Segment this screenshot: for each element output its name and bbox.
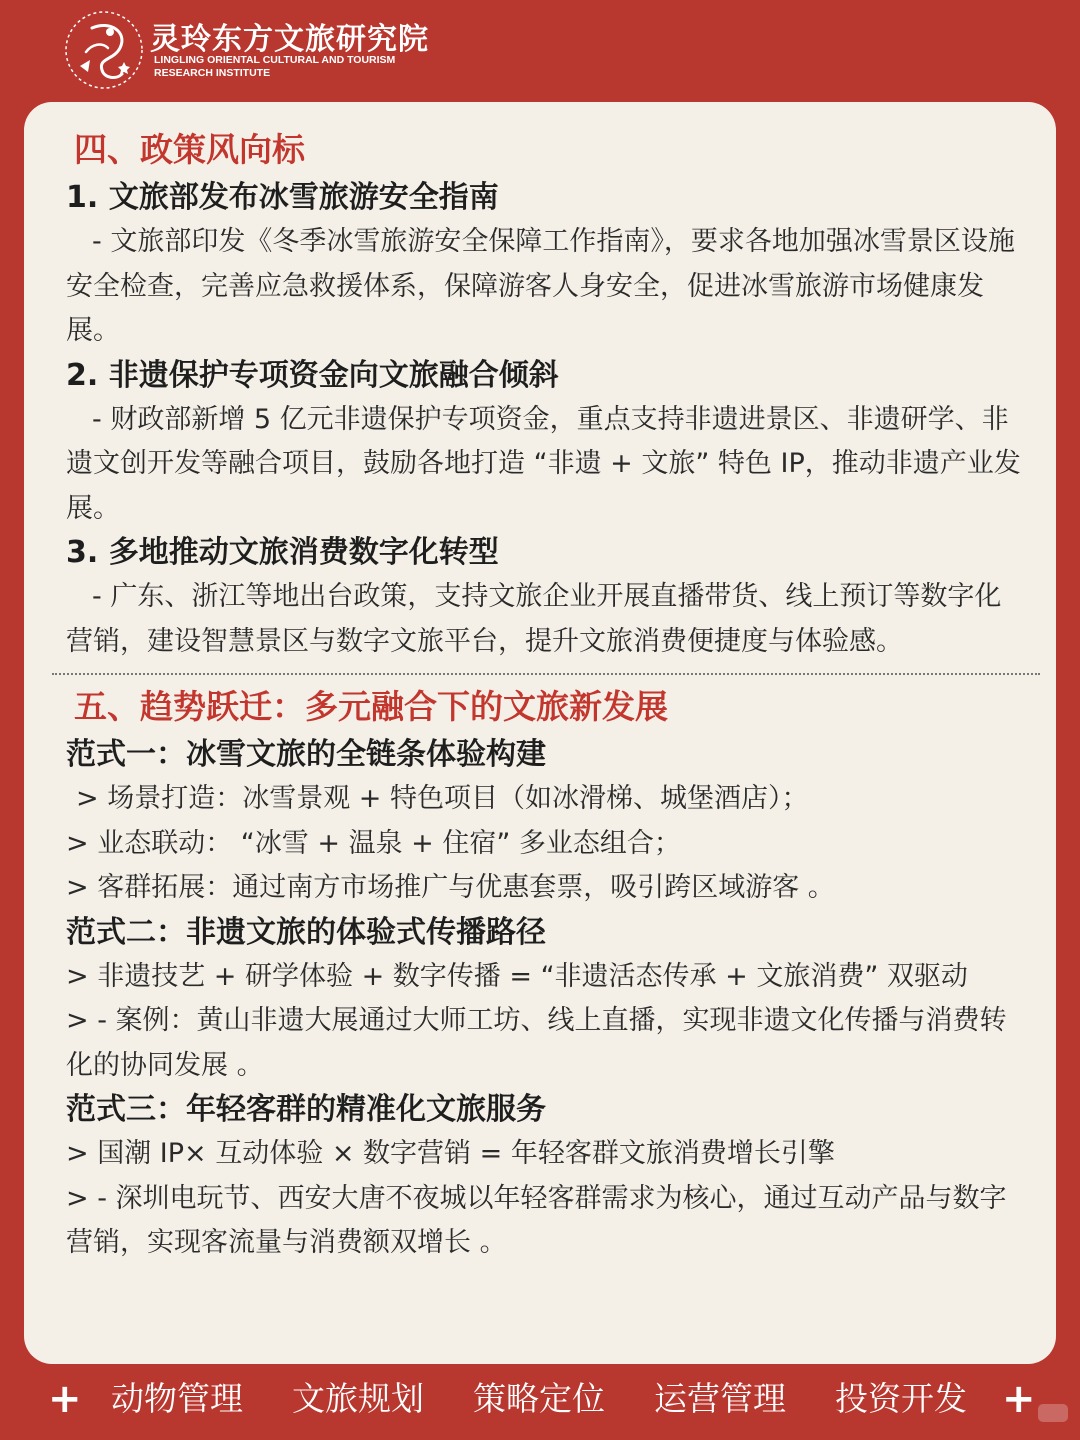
paradigm-1-line: > 业态联动： “冰雪 + 温泉 + 住宿” 多业态组合； [66, 827, 681, 859]
nav-item-animal-management[interactable]: 动物管理 [111, 1379, 243, 1418]
section-divider [52, 673, 1040, 675]
paradigm-2-heading: 范式二：非遗文旅的体验式传播路径 [66, 914, 546, 950]
content-card [24, 102, 1056, 1364]
paradigm-1-line: > 客群拓展：通过南方市场推广与优惠套票，吸引跨区域游客 。 [66, 872, 835, 903]
nav-item-strategy-positioning[interactable]: 策略定位 [473, 1379, 605, 1418]
nav-item-tourism-planning[interactable]: 文旅规划 [292, 1379, 424, 1418]
section-4-title: 四、政策风向标 [74, 130, 305, 169]
paradigm-1-line: > 场景打造：冰雪景观 + 特色项目（如冰滑梯、城堡酒店）； [76, 783, 809, 814]
policy-1-heading: 1. 文旅部发布冰雪旅游安全指南 [66, 180, 499, 215]
plus-icon-left: + [48, 1376, 82, 1422]
plus-icon-right: + [1002, 1376, 1036, 1422]
policy-1-body: - 文旅部印发《冬季冰雪旅游安全保障工作指南》，要求各地加强冰雪景区设施安全检查，完善应急救援体系，保障游客人身安全，促进冰雪旅游市场健康发展。 [66, 226, 1015, 346]
dancer-phoenix-logo-icon [62, 8, 146, 92]
policy-3-heading: 3. 多地推动文旅消费数字化转型 [66, 535, 499, 570]
section-5-title: 五、趋势跃迁：多元融合下的文旅新发展 [74, 687, 668, 726]
nav-item-operations-management[interactable]: 运营管理 [654, 1379, 786, 1418]
bottom-nav [0, 1368, 1080, 1432]
policy-2-heading: 2. 非遗保护专项资金向文旅融合倾斜 [66, 357, 559, 393]
header [0, 0, 1080, 100]
brand-name-en-line1: LINGLING ORIENTAL CULTURAL AND TOURISM [154, 54, 396, 66]
paradigm-2-line: > - 案例：黄山非遗大展通过大师工坊、线上直播，实现非遗文化传播与消费转化的协同发展 。 [66, 1005, 1007, 1081]
brand-name-cn: 灵玲东方文旅研究院 [150, 22, 429, 57]
brand-name-en-line2: RESEARCH INSTITUTE [154, 67, 271, 79]
policy-2-body: - 财政部新增 5 亿元非遗保护专项资金，重点支持非遗进景区、非遗研学、非遗文创开发等融合项目，鼓励各地打造 “非遗 + 文旅” 特色 IP，推动非遗产业发展。 [66, 403, 1021, 524]
watermark-icon [1038, 1404, 1068, 1422]
policy-3-body: - 广东、浙江等地出台政策，支持文旅企业开展直播带货、线上预订等数字化营销，建设智慧景区与数字文旅平台，提升文旅消费便捷度与体验感。 [66, 581, 1002, 657]
brand-name-en [154, 54, 414, 80]
paradigm-3-line: > - 深圳电玩节、西安大唐不夜城以年轻客群需求为核心，通过互动产品与数字营销，实现客流量与消费额双增长 。 [66, 1182, 1007, 1258]
paradigm-3-heading: 范式三：年轻客群的精准化文旅服务 [66, 1092, 546, 1127]
paradigm-1-heading: 范式一：冰雪文旅的全链条体验构建 [66, 737, 546, 772]
article-content [66, 124, 1026, 1266]
paradigm-2-line: > 非遗技艺 + 研学体验 + 数字传播 = “非遗活态传承 + 文旅消费” 双驱动 [66, 960, 968, 992]
nav-item-investment-development[interactable]: 投资开发 [835, 1379, 967, 1418]
paradigm-3-line: > 国潮 IP× 互动体验 × 数字营销 = 年轻客群文旅消费增长引擎 [66, 1138, 835, 1169]
